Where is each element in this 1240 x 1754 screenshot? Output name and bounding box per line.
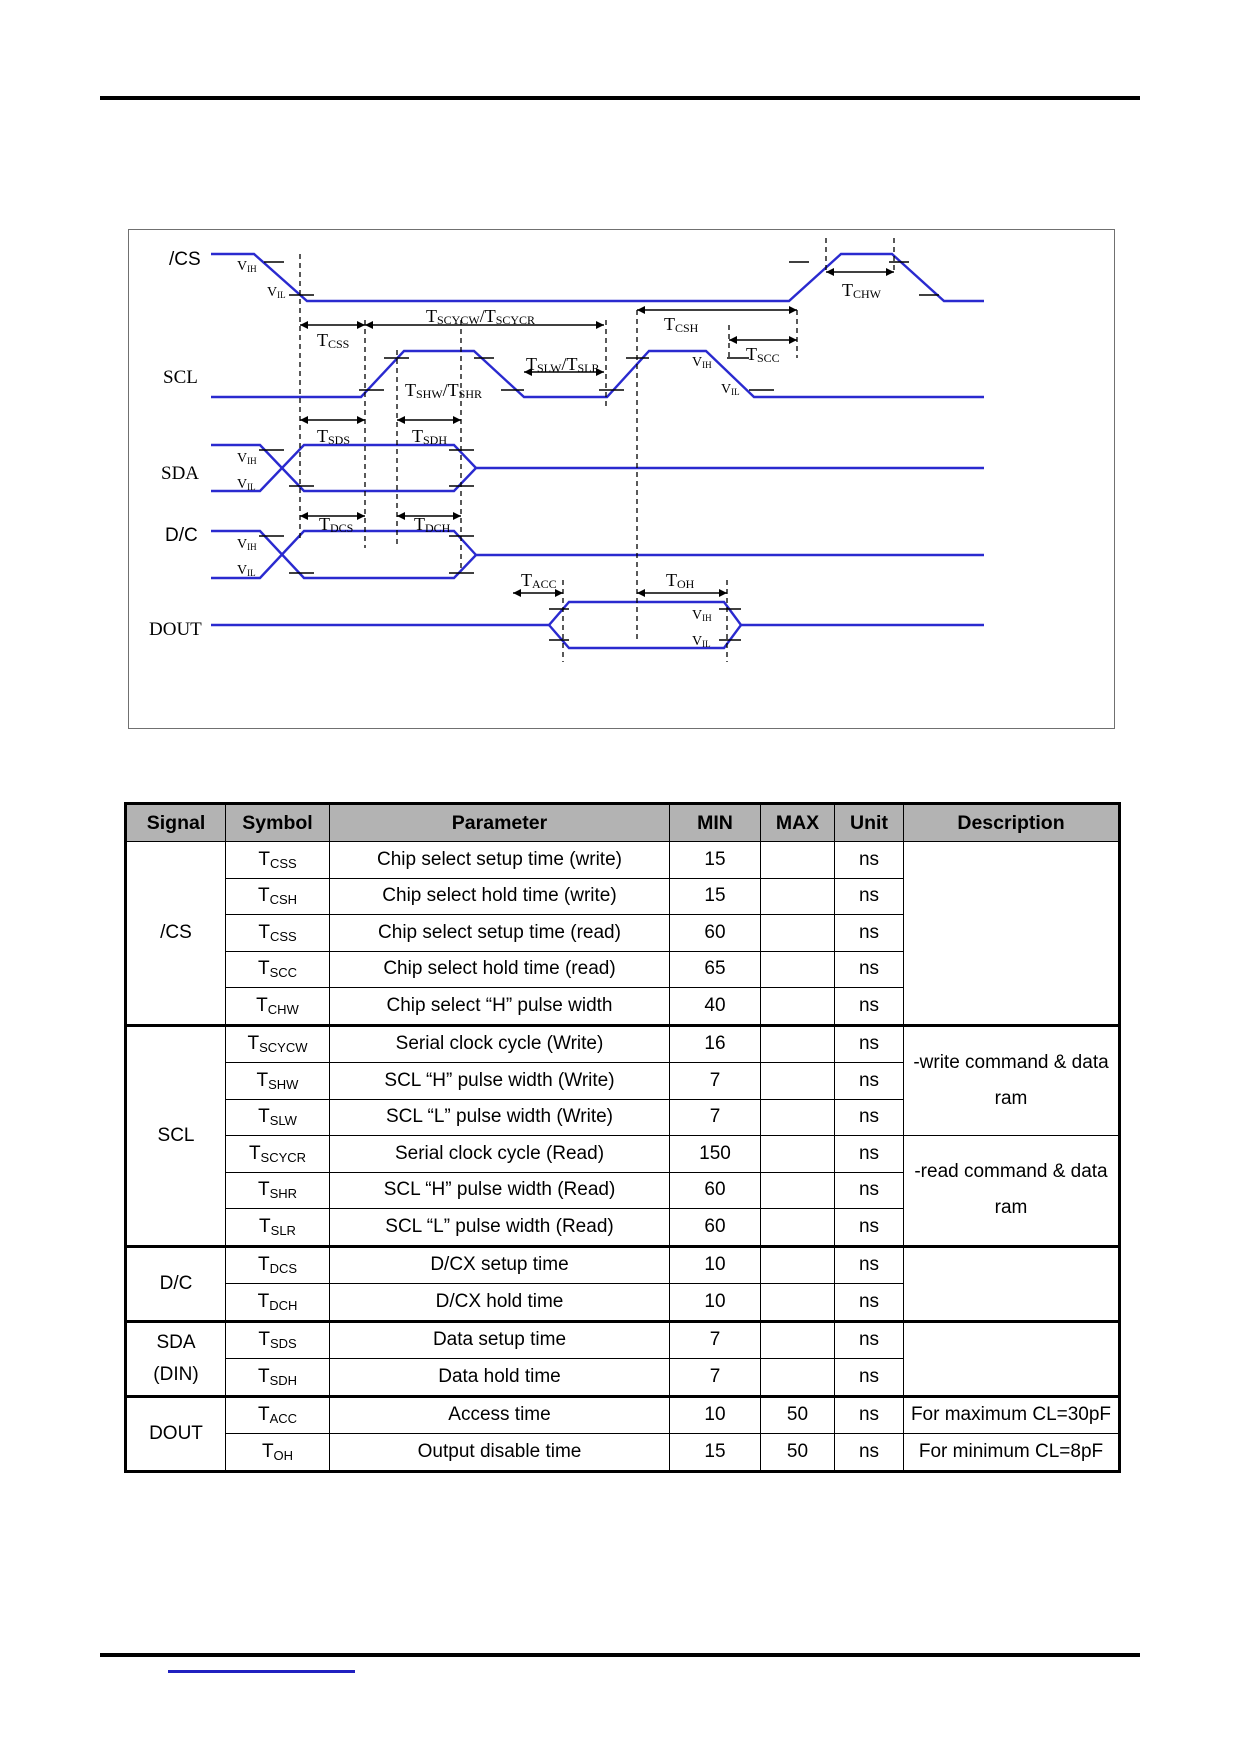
col-unit: Unit [835, 804, 904, 842]
arrow-head [397, 416, 405, 424]
timing-label-sub: SLW [537, 361, 562, 375]
symbol-cell [226, 1099, 330, 1136]
max-cell [761, 1359, 835, 1397]
table-row [126, 1136, 1120, 1173]
signal-label: D/C [165, 525, 198, 546]
timing-label-sub: SCYCR [495, 313, 536, 327]
arrow-head [789, 306, 797, 314]
arrow-head [886, 268, 894, 276]
symbol-main: T [257, 885, 270, 907]
level-main: V [237, 451, 248, 466]
symbol-subscript: SHR [269, 1186, 298, 1202]
parameter-cell: Serial clock cycle (Read) [330, 1136, 670, 1173]
label-layer [149, 249, 882, 649]
level-main: V [237, 563, 248, 578]
symbol-subscript: CSS [269, 855, 297, 871]
level-main: V [721, 382, 732, 397]
symbol-subscript: CSH [269, 892, 298, 908]
col-parameter: Parameter [330, 804, 670, 842]
level-sub: IH [702, 613, 712, 623]
parameter-cell: Data hold time [330, 1359, 670, 1397]
vih-label [237, 451, 257, 466]
level-sub: IL [247, 568, 256, 578]
timing-label [526, 354, 599, 375]
symbol-main: T [258, 1329, 270, 1351]
signal-name: /CS [160, 921, 192, 943]
timing-label-main: T [319, 514, 330, 534]
unit-cell: ns [835, 1321, 904, 1359]
level-main: V [237, 537, 248, 552]
arrow-head [357, 512, 365, 520]
parameter-cell: Serial clock cycle (Write) [330, 1025, 670, 1063]
timing-label-sub: SHW [416, 387, 443, 401]
arrow-head [300, 321, 308, 329]
unit-cell: ns [835, 1099, 904, 1136]
timing-label-sub: SCC [757, 351, 780, 365]
unit-cell: ns [835, 1246, 904, 1284]
symbol-cell [226, 1172, 330, 1209]
signal-cell [126, 1396, 226, 1471]
symbol-main: T [247, 1033, 260, 1055]
table-row [126, 1396, 1120, 1434]
col-symbol: Symbol [226, 804, 330, 842]
level-main: V [692, 608, 703, 623]
col-signal: Signal [126, 804, 226, 842]
timing-label-main: /T [442, 380, 459, 400]
timing-label-sub: CSH [675, 321, 699, 335]
signal-label: /CS [169, 249, 201, 270]
timing-label [405, 380, 482, 401]
min-cell: 40 [670, 988, 761, 1026]
max-cell [761, 915, 835, 952]
signal-name-alt: (DIN) [153, 1363, 199, 1385]
timing-label-sub: DCH [425, 521, 451, 535]
symbol-cell [226, 915, 330, 952]
timing-diagram [128, 229, 1115, 729]
timing-label-main: T [842, 280, 853, 300]
unit-cell: ns [835, 1063, 904, 1100]
level-sub: IL [277, 290, 286, 300]
level-sub: IL [731, 387, 740, 397]
level-main: V [267, 285, 278, 300]
level-main: V [237, 259, 248, 274]
arrow-head [513, 589, 521, 597]
symbol-cell [226, 1321, 330, 1359]
col-description: Description [904, 804, 1120, 842]
description-cell [904, 842, 1120, 1026]
arrow-head [357, 321, 365, 329]
timing-label [426, 306, 535, 327]
symbol-subscript: OH [273, 1447, 294, 1463]
timing-label-sub: SDS [328, 433, 351, 447]
min-cell: 7 [670, 1321, 761, 1359]
unit-cell: ns [835, 1136, 904, 1173]
timing-label [664, 314, 699, 335]
timing-label-main: T [405, 380, 416, 400]
vil-label [237, 563, 256, 578]
max-cell [761, 1136, 835, 1173]
vil-label [721, 382, 740, 397]
min-cell: 60 [670, 1172, 761, 1209]
signal-name: DOUT [149, 1422, 203, 1444]
symbol-main: T [258, 921, 270, 943]
timing-label-sub: CSS [328, 337, 350, 351]
vih-label [692, 355, 712, 370]
symbol-cell [226, 878, 330, 915]
parameter-cell: Access time [330, 1396, 670, 1434]
symbol-subscript: CSS [269, 928, 297, 944]
level-sub: IH [247, 264, 257, 274]
symbol-main: T [256, 994, 268, 1016]
timing-label [414, 514, 451, 535]
description-cell [904, 1246, 1120, 1321]
unit-cell: ns [835, 1284, 904, 1322]
symbol-cell [226, 842, 330, 879]
min-cell: 60 [670, 1209, 761, 1247]
max-cell [761, 1099, 835, 1136]
level-sub: IH [247, 456, 257, 466]
symbol-subscript: SDH [269, 1372, 298, 1388]
unit-cell: ns [835, 1172, 904, 1209]
arrow-head [453, 416, 461, 424]
timing-label-sub: SHR [458, 387, 483, 401]
level-sub: IL [702, 639, 711, 649]
max-cell [761, 1284, 835, 1322]
symbol-cell [226, 1209, 330, 1247]
symbol-subscript: ACC [269, 1411, 298, 1427]
parameter-cell: SCL “H” pulse width (Read) [330, 1172, 670, 1209]
min-cell: 16 [670, 1025, 761, 1063]
vil-label [267, 285, 286, 300]
arrow-head [596, 321, 604, 329]
signal-name: D/C [159, 1272, 193, 1294]
symbol-main: T [258, 848, 270, 870]
max-cell [761, 1209, 835, 1247]
unit-cell: ns [835, 1396, 904, 1434]
col-max: MAX [761, 804, 835, 842]
table-row [126, 1321, 1120, 1359]
description-cell [904, 1321, 1120, 1396]
symbol-main: T [257, 1179, 270, 1201]
timing-label [666, 570, 695, 591]
symbol-subscript: SCC [269, 965, 298, 981]
arrow-head [729, 336, 737, 344]
symbol-subscript: SLW [269, 1113, 297, 1129]
signal-label: SDA [161, 463, 200, 484]
level-main: V [692, 634, 703, 649]
description-cell [904, 1025, 1120, 1136]
dc-upper-path [211, 531, 984, 578]
dout-lower-path [549, 625, 741, 648]
level-main: V [692, 355, 703, 370]
parameter-cell: Chip select setup time (read) [330, 915, 670, 952]
timing-label-main: T [746, 344, 757, 364]
timing-label-main: /T [561, 354, 578, 374]
symbol-subscript: SLR [270, 1222, 296, 1238]
arrow-head [826, 268, 834, 276]
timing-label-main: T [526, 354, 537, 374]
signal-label: SCL [163, 367, 198, 388]
symbol-cell [226, 951, 330, 988]
unit-cell: ns [835, 1025, 904, 1063]
description-cell: For minimum CL=8pF [904, 1434, 1120, 1472]
waveform-layer [211, 254, 984, 648]
timing-label-main: T [317, 426, 328, 446]
min-cell: 150 [670, 1136, 761, 1173]
unit-cell: ns [835, 951, 904, 988]
table-row [126, 1246, 1120, 1284]
timing-label-sub: SCYCW [437, 313, 480, 327]
timing-label-main: T [666, 570, 677, 590]
sda-upper-path [211, 445, 984, 491]
table-row [126, 1434, 1120, 1472]
arrow-head [637, 589, 645, 597]
dout-upper-path [211, 602, 984, 625]
symbol-subscript: SCYCR [260, 1149, 307, 1165]
timing-label [317, 426, 350, 447]
symbol-cell [226, 1246, 330, 1284]
signal-name: SCL [157, 1124, 195, 1146]
timing-label-main: T [664, 314, 675, 334]
max-cell [761, 1321, 835, 1359]
vih-label [237, 537, 257, 552]
symbol-cell [226, 1284, 330, 1322]
max-cell [761, 1025, 835, 1063]
timing-label-main: T [317, 330, 328, 350]
unit-cell: ns [835, 1209, 904, 1247]
symbol-main: T [261, 1440, 274, 1462]
vih-label [237, 259, 257, 274]
parameter-cell: Chip select hold time (write) [330, 878, 670, 915]
table-row [126, 842, 1120, 879]
symbol-main: T [259, 1215, 271, 1237]
timing-label [412, 426, 447, 447]
timing-label [842, 280, 882, 301]
max-cell [761, 878, 835, 915]
arrow-head [637, 306, 645, 314]
symbol-cell [226, 1434, 330, 1472]
arrow-head [789, 336, 797, 344]
header-rule [100, 96, 1140, 100]
timing-label-main: T [412, 426, 423, 446]
max-cell [761, 1246, 835, 1284]
symbol-subscript: SHW [268, 1076, 299, 1092]
col-min: MIN [670, 804, 761, 842]
symbol-cell [226, 1025, 330, 1063]
max-cell [761, 951, 835, 988]
symbol-main: T [257, 1254, 270, 1276]
timing-label [746, 344, 780, 365]
unit-cell: ns [835, 1359, 904, 1397]
symbol-main: T [258, 1106, 270, 1128]
timing-label-main: T [414, 514, 425, 534]
parameter-cell: Output disable time [330, 1434, 670, 1472]
symbol-cell [226, 988, 330, 1026]
timing-label-sub: ACC [532, 577, 557, 591]
symbol-main: T [248, 1142, 261, 1164]
footer-link-underline [168, 1670, 355, 1673]
symbol-subscript: CHW [267, 1001, 299, 1017]
arrow-head [365, 321, 373, 329]
symbol-subscript: DCS [269, 1261, 298, 1277]
arrow-head [453, 512, 461, 520]
symbol-subscript: SCYCW [259, 1040, 308, 1056]
min-cell: 15 [670, 1434, 761, 1472]
max-cell: 50 [761, 1396, 835, 1434]
parameter-cell: D/CX setup time [330, 1246, 670, 1284]
arrow-head [719, 589, 727, 597]
signal-label: DOUT [149, 619, 202, 640]
parameter-cell: Chip select hold time (read) [330, 951, 670, 988]
timing-label [317, 330, 349, 351]
min-cell: 7 [670, 1063, 761, 1100]
level-sub: IH [702, 360, 712, 370]
max-cell [761, 988, 835, 1026]
parameter-cell: SCL “L” pulse width (Read) [330, 1209, 670, 1247]
parameter-cell: Data setup time [330, 1321, 670, 1359]
timing-label-main: T [521, 570, 532, 590]
symbol-cell [226, 1063, 330, 1100]
arrow-head [357, 416, 365, 424]
symbol-cell [226, 1359, 330, 1397]
max-cell [761, 1172, 835, 1209]
description-cell: For maximum CL=30pF [904, 1396, 1120, 1434]
min-cell: 60 [670, 915, 761, 952]
arrow-head [300, 512, 308, 520]
min-cell: 15 [670, 878, 761, 915]
timing-label [521, 570, 557, 591]
min-cell: 15 [670, 842, 761, 879]
max-cell: 50 [761, 1434, 835, 1472]
description-line: -write command & data [913, 1051, 1109, 1073]
timing-label-sub: OH [677, 577, 695, 591]
min-cell: 7 [670, 1099, 761, 1136]
description-line: ram [994, 1197, 1028, 1219]
timing-label-sub: DCS [330, 521, 354, 535]
max-cell [761, 1063, 835, 1100]
arrow-head [397, 512, 405, 520]
parameter-cell: SCL “H” pulse width (Write) [330, 1063, 670, 1100]
signal-cell [126, 842, 226, 1026]
table-header-row [126, 804, 1120, 842]
parameter-cell: Chip select “H” pulse width [330, 988, 670, 1026]
vil-label [692, 634, 711, 649]
signal-name: SDA [156, 1331, 196, 1353]
parameter-cell: Chip select setup time (write) [330, 842, 670, 879]
max-cell [761, 842, 835, 879]
level-main: V [237, 477, 248, 492]
symbol-cell [226, 1396, 330, 1434]
signal-cell [126, 1246, 226, 1321]
description-line: ram [994, 1087, 1028, 1109]
description-cell [904, 1136, 1120, 1247]
min-cell: 65 [670, 951, 761, 988]
signal-cell [126, 1025, 226, 1246]
unit-cell: ns [835, 988, 904, 1026]
symbol-main: T [257, 1290, 270, 1312]
table-row [126, 1025, 1120, 1063]
level-sub: IH [247, 542, 257, 552]
symbol-main: T [257, 958, 270, 980]
arrow-head [300, 416, 308, 424]
timing-label-sub: CHW [853, 287, 881, 301]
table-body [126, 842, 1120, 1472]
signal-cell [126, 1321, 226, 1396]
level-sub: IL [247, 482, 256, 492]
min-cell: 10 [670, 1396, 761, 1434]
ac-characteristics-table [124, 802, 1121, 1473]
parameter-cell: D/CX hold time [330, 1284, 670, 1322]
symbol-main: T [256, 1069, 269, 1091]
timing-label [319, 514, 353, 535]
parameter-cell: SCL “L” pulse width (Write) [330, 1099, 670, 1136]
symbol-cell [226, 1136, 330, 1173]
footer-rule [100, 1653, 1140, 1657]
min-cell: 7 [670, 1359, 761, 1397]
vih-label [692, 608, 712, 623]
timing-label-sub: SLR [577, 361, 600, 375]
min-cell: 10 [670, 1246, 761, 1284]
symbol-main: T [257, 1365, 270, 1387]
timing-label-sub: SDH [423, 433, 448, 447]
vil-label [237, 477, 256, 492]
unit-cell: ns [835, 842, 904, 879]
timing-label-main: /T [479, 306, 496, 326]
min-cell: 10 [670, 1284, 761, 1322]
timing-diagram-canvas [129, 230, 1114, 728]
timing-label-main: T [426, 306, 437, 326]
symbol-subscript: SDS [269, 1336, 297, 1352]
symbol-main: T [257, 1404, 270, 1426]
unit-cell: ns [835, 915, 904, 952]
symbol-subscript: DCH [269, 1297, 298, 1313]
unit-cell: ns [835, 1434, 904, 1472]
description-line: -read command & data [914, 1161, 1108, 1183]
unit-cell: ns [835, 878, 904, 915]
